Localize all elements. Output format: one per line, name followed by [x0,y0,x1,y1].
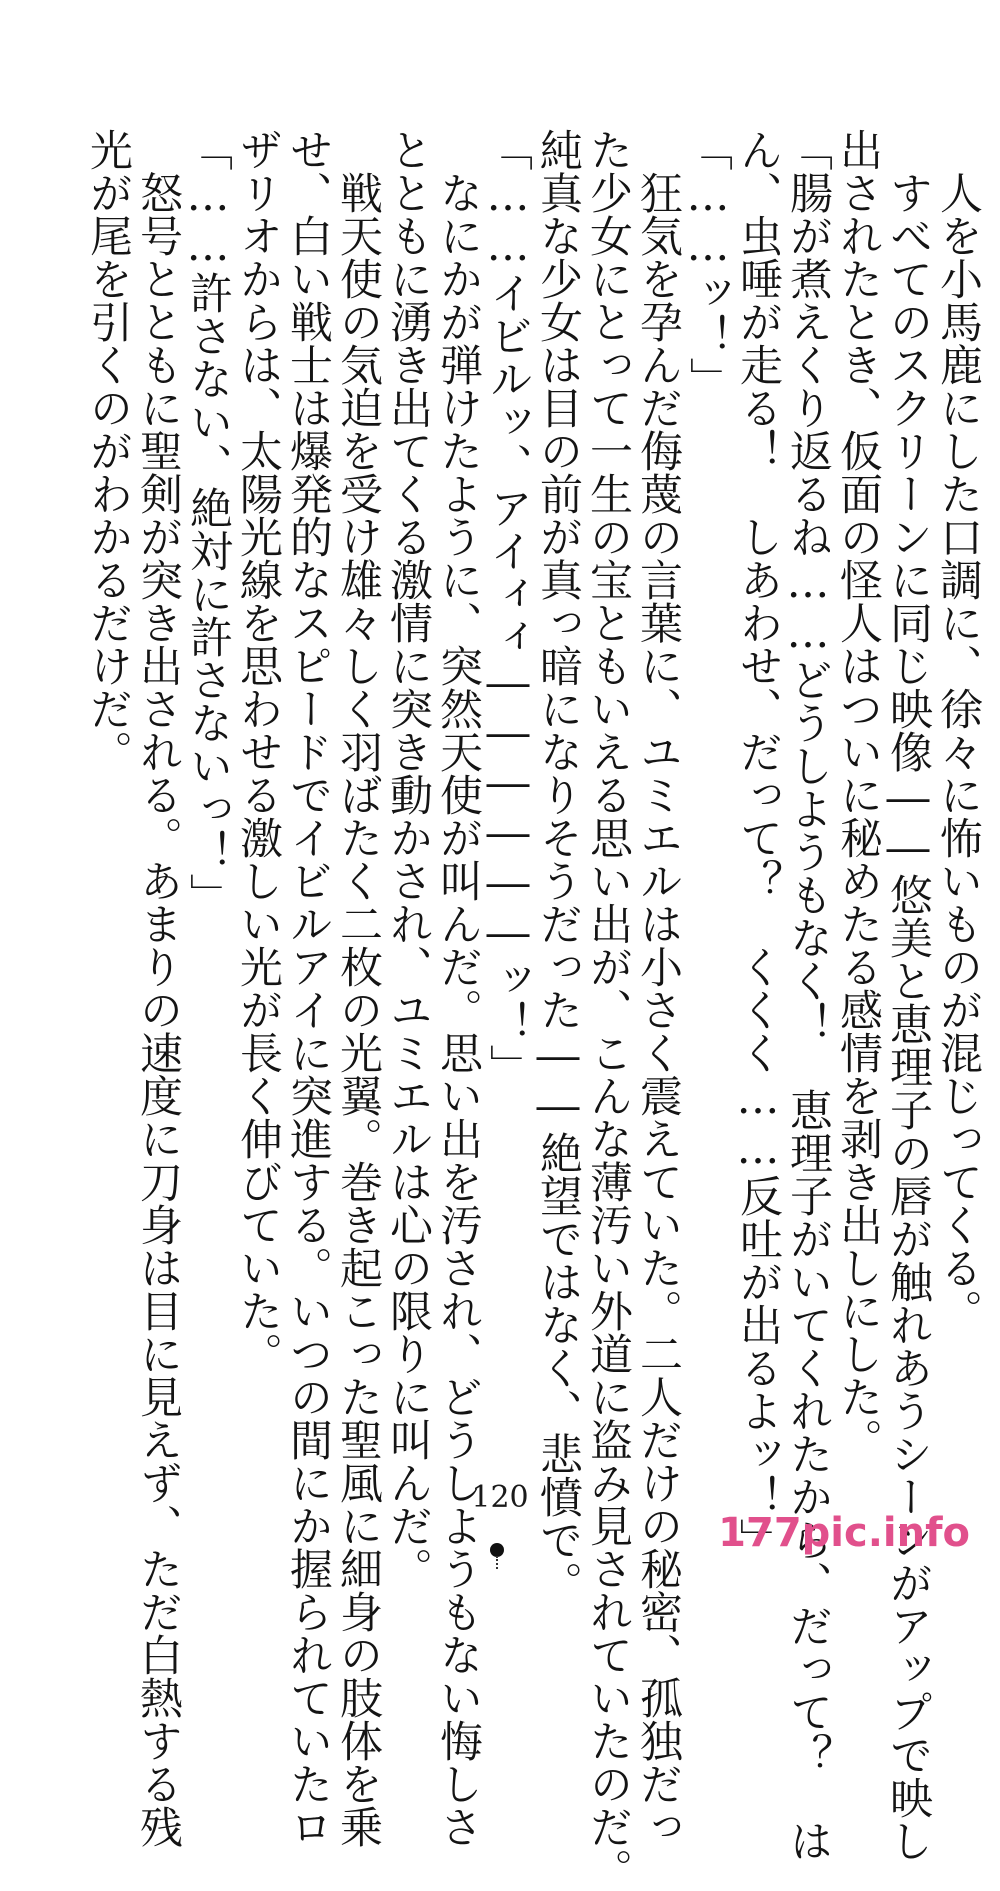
text-line: 怒号とともに聖剣が突き出される。あまりの速度に刀身は目に見えず、ただ白熱する残 [133,128,183,1848]
text-line: 「……イビルッ、アイィィ――――――ッ！」 [483,128,533,1087]
text-line: 狂気を孕んだ侮蔑の言葉に、ユミエルは小さく震えていた。二人だけの秘密、孤独だっ [633,128,683,1848]
page-marker-line [496,1556,498,1569]
page-marker-dot-icon [490,1543,504,1557]
text-line: 「……ッ！」 [683,128,733,400]
text-line: 光が尾を引くのがわかるだけだ。 [83,128,133,773]
watermark-logo: 177pic.info [718,1510,970,1556]
text-line: 戦天使の気迫を受け雄々しく羽ばたく二枚の光翼。巻き起こった聖風に細身の肢体を乗 [333,128,383,1848]
text-line: 出されたとき、仮面の怪人はついに秘めたる感情を剥き出しにした。 [833,128,883,1461]
text-line: た少女にとって一生の宝ともいえる思い出が、こんな薄汚い外道に盗み見されていたのだ。 [583,128,633,1891]
text-line: なにかが弾けたように、突然天使が叫んだ。思い出を汚され、どうしようもない悔しさ [433,128,483,1848]
text-line: ん、虫唾が走る！ しあわせ、だって？ くくく……反吐が出るよッ！」 [733,128,783,1561]
vertical-text-block [17,128,983,1891]
text-line: せ、白い戦士は爆発的なスピードでイビルアイに突進する。いつの間にか握られていたロ [283,128,333,1848]
text-line: 純真な少女は目の前が真っ暗になりそうだった――絶望ではなく、悲憤で。 [533,128,583,1604]
text-line: 人を小馬鹿にした口調に、徐々に怖いものが混じってくる。 [933,128,983,1332]
text-line: すべてのスクリーンに同じ映像――悠美と恵理子の唇が触れあうシーンがアップで映し [883,128,933,1862]
text-line: 「腸が煮えくり返るね……どうしようもなく！ 恵理子がいてくれたから、だって？ は [783,128,833,1862]
text-line: 「……許さない、絶対に許さないっ！」 [183,128,233,916]
text-line: とともに湧き出てくる激情に突き動かされ、ユミエルは心の限りに叫んだ。 [383,128,433,1590]
page-number: 120 [471,1480,529,1515]
text-line: ザリオからは、太陽光線を思わせる激しい光が長く伸びていた。 [233,128,283,1375]
